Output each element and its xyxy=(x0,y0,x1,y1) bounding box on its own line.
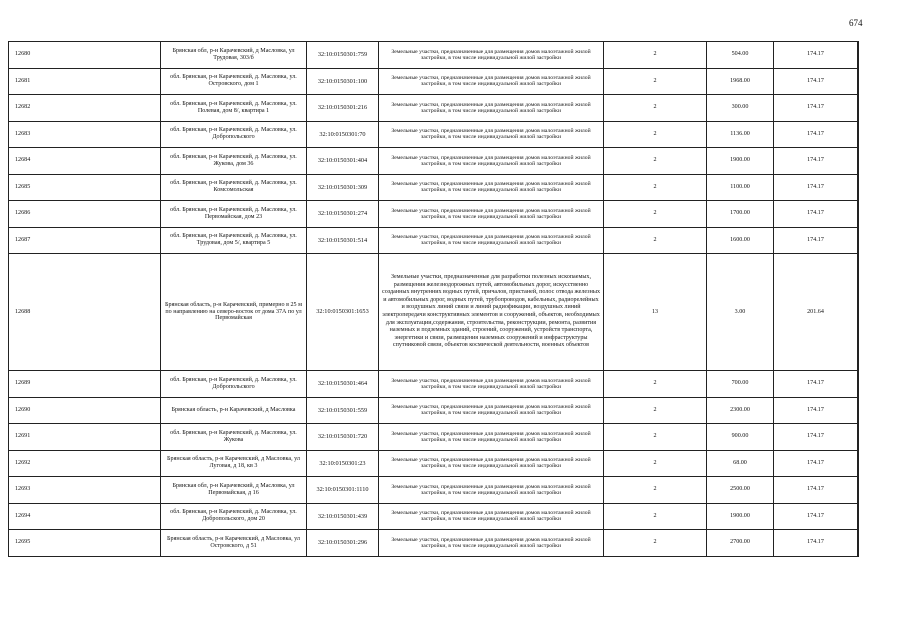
row-number: 12684 xyxy=(9,148,161,175)
cadastral-number-cell: 32:10:0150301:309 xyxy=(307,174,379,201)
rate-cell: 174.17 xyxy=(774,121,858,148)
value-cell xyxy=(858,371,859,398)
cadastral-number-cell: 32:10:0150301:70 xyxy=(307,121,379,148)
area-cell: 700.00 xyxy=(707,371,774,398)
row-number: 12686 xyxy=(9,201,161,228)
rate-cell: 174.17 xyxy=(774,371,858,398)
row-number: 12695 xyxy=(9,530,161,557)
area-cell: 1700.00 xyxy=(707,201,774,228)
rate-cell: 174.17 xyxy=(774,477,858,504)
table-row xyxy=(9,397,859,424)
cadastral-number-cell: 32:10:0150301:1653 xyxy=(307,254,379,371)
group-cell: 2 xyxy=(604,148,707,175)
row-number: 12693 xyxy=(9,477,161,504)
group-cell: 2 xyxy=(604,95,707,122)
group-cell: 2 xyxy=(604,424,707,451)
land-use-cell: Земельные участки, предназначенные для разработки полезных ископаемых, размещения железнодорожных путей, автомобильных дорог, искусственно созданных внутренних водных путей, причалов, пристаней, полос отвода железных и автомобильных дорог, водных путей, трубопроводов, кабельных, радиорелейных и воздушных линий связи и линий радиофикации, воздушных линий электропередачи конструктивных элементов и сооружений, объектов, необходимых для эксплуатации,содержания, строительства, реконструкции, ремонта, развития наземных и подземных зданий, строений, сооружений, устройств транспорта, энергетики и связи, размещения наземных сооружений и инфраструктуры спутниковой связи, объектов космической деятельности, военных объектов xyxy=(379,254,604,371)
page-number: 674 xyxy=(849,18,863,28)
group-cell: 13 xyxy=(604,254,707,371)
group-cell: 2 xyxy=(604,530,707,557)
cadastral-number-cell: 32:10:0150301:559 xyxy=(307,397,379,424)
cadastral-number-cell: 32:10:0150301:274 xyxy=(307,201,379,228)
address-cell: обл. Брянская, р-н Карачевский, д. Масловка, ул. Жукова xyxy=(161,424,307,451)
rate-cell: 174.17 xyxy=(774,148,858,175)
row-number: 12680 xyxy=(9,42,161,69)
table-row xyxy=(9,42,859,69)
cadastral-number-cell: 32:10:0150301:100 xyxy=(307,68,379,95)
value-cell xyxy=(858,530,859,557)
rate-cell: 174.17 xyxy=(774,397,858,424)
land-use-cell: Земельные участки, предназначенные для размещения домов малоэтажной жилой застройки, в том числе индивидуальной жилой застройки xyxy=(379,503,604,530)
address-cell: обл. Брянская, р-н Карачевский, д. Масловка, ул. Добропольского, дом 20 xyxy=(161,503,307,530)
land-use-cell: Земельные участки, предназначенные для размещения домов малоэтажной жилой застройки, в том числе индивидуальной жилой застройки xyxy=(379,424,604,451)
group-cell: 2 xyxy=(604,450,707,477)
area-cell: 3.00 xyxy=(707,254,774,371)
address-cell: Брянская область, р-н Карачевский, д Масловка, ул Островского, д 51 xyxy=(161,530,307,557)
value-cell xyxy=(858,201,859,228)
table-row xyxy=(9,503,859,530)
rate-cell: 174.17 xyxy=(774,424,858,451)
area-cell: 2500.00 xyxy=(707,477,774,504)
value-cell xyxy=(858,68,859,95)
group-cell: 2 xyxy=(604,201,707,228)
group-cell: 2 xyxy=(604,227,707,254)
table-row xyxy=(9,95,859,122)
area-cell: 2700.00 xyxy=(707,530,774,557)
cadastral-number-cell: 32:10:0150301:404 xyxy=(307,148,379,175)
land-use-cell: Земельные участки, предназначенные для размещения домов малоэтажной жилой застройки, в том числе индивидуальной жилой застройки xyxy=(379,174,604,201)
value-cell xyxy=(858,227,859,254)
cadastral-number-cell: 32:10:0150301:216 xyxy=(307,95,379,122)
group-cell: 2 xyxy=(604,503,707,530)
group-cell: 2 xyxy=(604,68,707,95)
area-cell: 504.00 xyxy=(707,42,774,69)
address-cell: Брянская область, р-н Карачевский, д Масловка, ул Луговая, д 18, кв 3 xyxy=(161,450,307,477)
value-cell xyxy=(858,254,859,371)
address-cell: Брянская обл, р-н Карачевский, д Масловка, ул Первомайская, д 16 xyxy=(161,477,307,504)
cadastral-number-cell: 32:10:0150301:1110 xyxy=(307,477,379,504)
row-number: 12694 xyxy=(9,503,161,530)
row-number: 12687 xyxy=(9,227,161,254)
cadastral-number-cell: 32:10:0150301:514 xyxy=(307,227,379,254)
value-cell xyxy=(858,121,859,148)
group-cell: 2 xyxy=(604,371,707,398)
rate-cell: 174.17 xyxy=(774,95,858,122)
row-number: 12688 xyxy=(9,254,161,371)
rate-cell: 174.17 xyxy=(774,201,858,228)
value-cell xyxy=(858,397,859,424)
land-use-cell: Земельные участки, предназначенные для размещения домов малоэтажной жилой застройки, в том числе индивидуальной жилой застройки xyxy=(379,227,604,254)
value-cell xyxy=(858,477,859,504)
address-cell: обл. Брянская, р-н Карачевский, д. Масловка, ул. Добропольского xyxy=(161,121,307,148)
group-cell: 2 xyxy=(604,121,707,148)
cadastral-number-cell: 32:10:0150301:439 xyxy=(307,503,379,530)
row-number: 12691 xyxy=(9,424,161,451)
table-row xyxy=(9,477,859,504)
address-cell: обл. Брянская, р-н Карачевский, д. Масловка, ул. Первомайская, дом 23 xyxy=(161,201,307,228)
row-number: 12692 xyxy=(9,450,161,477)
address-cell: обл. Брянская, р-н Карачевский, д. Масловка, ул. Жукова, дом 36 xyxy=(161,148,307,175)
row-number: 12681 xyxy=(9,68,161,95)
rate-cell: 201.64 xyxy=(774,254,858,371)
area-cell: 1968.00 xyxy=(707,68,774,95)
row-number: 12690 xyxy=(9,397,161,424)
address-cell: обл. Брянская, р-н Карачевский, д. Масловка, ул. Островского, дом 1 xyxy=(161,68,307,95)
land-use-cell: Земельные участки, предназначенные для размещения домов малоэтажной жилой застройки, в том числе индивидуальной жилой застройки xyxy=(379,201,604,228)
land-use-cell: Земельные участки, предназначенные для размещения домов малоэтажной жилой застройки, в том числе индивидуальной жилой застройки xyxy=(379,42,604,69)
land-use-cell: Земельные участки, предназначенные для размещения домов малоэтажной жилой застройки, в том числе индивидуальной жилой застройки xyxy=(379,68,604,95)
value-cell xyxy=(858,503,859,530)
address-cell: обл. Брянская, р-н Карачевский, д. Масловка, ул. Полевая, дом 8/, квартира 1 xyxy=(161,95,307,122)
land-use-cell: Земельные участки, предназначенные для размещения домов малоэтажной жилой застройки, в том числе индивидуальной жилой застройки xyxy=(379,95,604,122)
table-row xyxy=(9,450,859,477)
address-cell: Брянская область, р-н Карачевский, д Масловка xyxy=(161,397,307,424)
area-cell: 1600.00 xyxy=(707,227,774,254)
rate-cell: 174.17 xyxy=(774,68,858,95)
row-number: 12683 xyxy=(9,121,161,148)
land-use-cell: Земельные участки, предназначенные для размещения домов малоэтажной жилой застройки, в том числе индивидуальной жилой застройки xyxy=(379,450,604,477)
table-row xyxy=(9,174,859,201)
row-number: 12682 xyxy=(9,95,161,122)
cadastral-number-cell: 32:10:0150301:296 xyxy=(307,530,379,557)
area-cell: 1900.00 xyxy=(707,503,774,530)
value-cell xyxy=(858,148,859,175)
address-cell: обл. Брянская, р-н Карачевский, д. Масловка, ул. Комсомольская xyxy=(161,174,307,201)
table-row xyxy=(9,68,859,95)
group-cell: 2 xyxy=(604,397,707,424)
area-cell: 2300.00 xyxy=(707,397,774,424)
value-cell xyxy=(858,95,859,122)
land-use-cell: Земельные участки, предназначенные для размещения домов малоэтажной жилой застройки, в том числе индивидуальной жилой застройки xyxy=(379,397,604,424)
rate-cell: 174.17 xyxy=(774,42,858,69)
land-use-cell: Земельные участки, предназначенные для размещения домов малоэтажной жилой застройки, в том числе индивидуальной жилой застройки xyxy=(379,477,604,504)
table-row xyxy=(9,148,859,175)
land-use-cell: Земельные участки, предназначенные для размещения домов малоэтажной жилой застройки, в том числе индивидуальной жилой застройки xyxy=(379,121,604,148)
group-cell: 2 xyxy=(604,174,707,201)
table-row xyxy=(9,371,859,398)
land-use-cell: Земельные участки, предназначенные для размещения домов малоэтажной жилой застройки, в том числе индивидуальной жилой застройки xyxy=(379,148,604,175)
value-cell xyxy=(858,42,859,69)
area-cell: 68.00 xyxy=(707,450,774,477)
row-number: 12689 xyxy=(9,371,161,398)
table-row xyxy=(9,254,859,371)
area-cell: 1900.00 xyxy=(707,148,774,175)
table-row xyxy=(9,227,859,254)
cadastral-number-cell: 32:10:0150301:23 xyxy=(307,450,379,477)
rate-cell: 174.17 xyxy=(774,227,858,254)
value-cell xyxy=(858,450,859,477)
rate-cell: 174.17 xyxy=(774,174,858,201)
row-number: 12685 xyxy=(9,174,161,201)
land-use-cell: Земельные участки, предназначенные для размещения домов малоэтажной жилой застройки, в том числе индивидуальной жилой застройки xyxy=(379,530,604,557)
cadastral-number-cell: 32:10:0150301:759 xyxy=(307,42,379,69)
table-row xyxy=(9,201,859,228)
table-row xyxy=(9,530,859,557)
cadastral-number-cell: 32:10:0150301:464 xyxy=(307,371,379,398)
group-cell: 2 xyxy=(604,477,707,504)
area-cell: 900.00 xyxy=(707,424,774,451)
address-cell: Брянская область, р-н Карачевский, примерно в 25 м по направлению на северо-восток от дома 37А по ул Первомайская xyxy=(161,254,307,371)
address-cell: Брянская обл, р-н Карачевский, д Масловка, ул Трудовая, 303/б xyxy=(161,42,307,69)
area-cell: 1136.00 xyxy=(707,121,774,148)
value-cell xyxy=(858,174,859,201)
area-cell: 300.00 xyxy=(707,95,774,122)
table-row xyxy=(9,121,859,148)
rate-cell: 174.17 xyxy=(774,530,858,557)
area-cell: 1100.00 xyxy=(707,174,774,201)
address-cell: обл. Брянская, р-н Карачевский, д. Масловка, ул. Добропольского xyxy=(161,371,307,398)
table-row xyxy=(9,424,859,451)
address-cell: обл. Брянская, р-н Карачевский, д. Масловка, ул. Трудовая, дом 5/, квартира 5 xyxy=(161,227,307,254)
value-cell xyxy=(858,424,859,451)
group-cell: 2 xyxy=(604,42,707,69)
cadastral-value-table xyxy=(8,41,859,557)
rate-cell: 174.17 xyxy=(774,450,858,477)
land-use-cell: Земельные участки, предназначенные для размещения домов малоэтажной жилой застройки, в том числе индивидуальной жилой застройки xyxy=(379,371,604,398)
cadastral-number-cell: 32:10:0150301:720 xyxy=(307,424,379,451)
rate-cell: 174.17 xyxy=(774,503,858,530)
